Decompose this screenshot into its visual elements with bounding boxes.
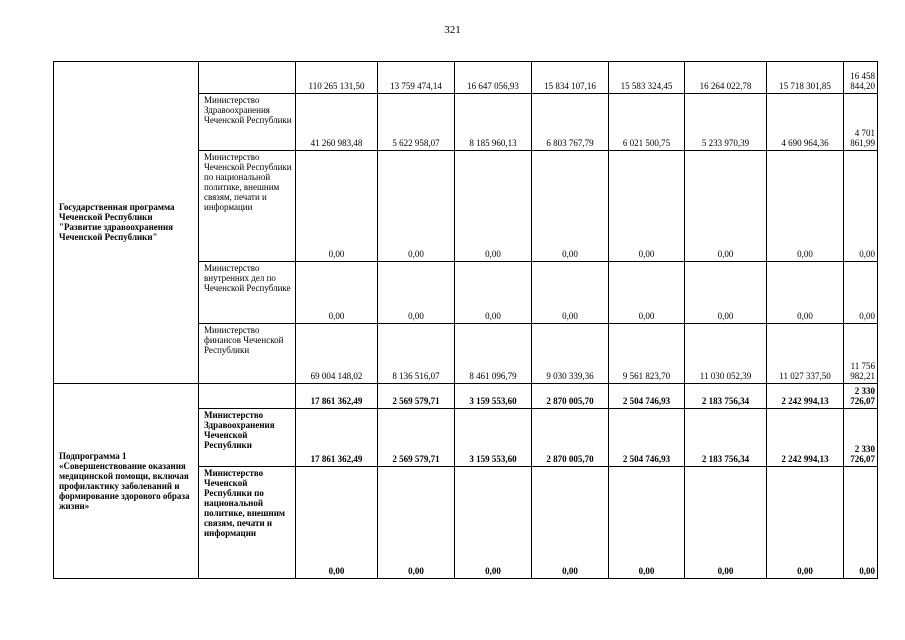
executor-cell [199, 384, 296, 409]
value-cell: 0,00 [767, 467, 844, 579]
value-cell: 17 861 362,49 [296, 409, 378, 467]
value-cell: 2 870 005,70 [532, 384, 609, 409]
value-cell: 0,00 [455, 262, 532, 324]
value-cell: 0,00 [685, 467, 767, 579]
executor-cell: Министерство Здравоохранения Чеченской Республики [199, 409, 296, 467]
value-cell: 2 569 579,71 [378, 409, 455, 467]
value-cell: 0,00 [844, 467, 878, 579]
value-cell: 0,00 [296, 467, 378, 579]
value-cell: 6 803 767,79 [532, 94, 609, 151]
value-cell: 2 504 746,93 [609, 384, 685, 409]
value-cell: 11 030 052,39 [685, 324, 767, 384]
value-cell: 0,00 [455, 467, 532, 579]
value-cell: 0,00 [685, 151, 767, 262]
value-cell: 2 183 756,34 [685, 384, 767, 409]
value-cell: 0,00 [844, 151, 878, 262]
value-cell: 2 870 005,70 [532, 409, 609, 467]
value-cell: 0,00 [378, 467, 455, 579]
value-cell: 11 027 337,50 [767, 324, 844, 384]
value-cell: 11 756 982,21 [844, 324, 878, 384]
value-cell: 5 622 958,07 [378, 94, 455, 151]
value-cell: 2 330 726,07 [844, 384, 878, 409]
value-cell: 69 004 148,02 [296, 324, 378, 384]
value-cell: 0,00 [844, 262, 878, 324]
value-cell: 17 861 362,49 [296, 384, 378, 409]
value-cell: 8 136 516,07 [378, 324, 455, 384]
value-cell: 4 690 964,36 [767, 94, 844, 151]
page-number: 321 [444, 24, 461, 36]
value-cell: 15 718 301,85 [767, 62, 844, 94]
value-cell: 0,00 [378, 262, 455, 324]
program-name: Государственная программа Чеченской Республики "Развитие здравоохранения Чеченской Республики" [54, 62, 199, 384]
value-cell: 0,00 [609, 467, 685, 579]
value-cell: 0,00 [609, 151, 685, 262]
value-cell: 13 759 474,14 [378, 62, 455, 94]
value-cell: 0,00 [767, 151, 844, 262]
value-cell: 0,00 [296, 151, 378, 262]
value-cell: 8 185 960,13 [455, 94, 532, 151]
executor-cell [199, 62, 296, 94]
value-cell: 9 561 823,70 [609, 324, 685, 384]
value-cell: 0,00 [685, 262, 767, 324]
table-row [54, 384, 878, 409]
value-cell: 0,00 [767, 262, 844, 324]
value-cell: 16 264 022,78 [685, 62, 767, 94]
value-cell: 0,00 [532, 151, 609, 262]
value-cell: 2 504 746,93 [609, 409, 685, 467]
value-cell: 0,00 [532, 262, 609, 324]
executor-cell: Министерство Здравоохранения Чеченской Республики [199, 94, 296, 151]
executor-cell: Министерство Чеченской Республики по национальной политике, внешним связям, печати и информации [199, 151, 296, 262]
value-cell: 15 583 324,45 [609, 62, 685, 94]
value-cell: 2 569 579,71 [378, 384, 455, 409]
value-cell: 4 701 861,99 [844, 94, 878, 151]
value-cell: 2 330 726,07 [844, 409, 878, 467]
value-cell: 0,00 [455, 151, 532, 262]
value-cell: 2 183 756,34 [685, 409, 767, 467]
value-cell: 2 242 994,13 [767, 384, 844, 409]
value-cell: 16 458 844,20 [844, 62, 878, 94]
value-cell: 0,00 [532, 467, 609, 579]
value-cell: 6 021 500,75 [609, 94, 685, 151]
value-cell: 41 260 983,48 [296, 94, 378, 151]
table-row [54, 62, 878, 94]
value-cell: 9 030 339,36 [532, 324, 609, 384]
value-cell: 0,00 [609, 262, 685, 324]
executor-cell: Министерство внутренних дел по Чеченской Республике [199, 262, 296, 324]
budget-table [53, 61, 878, 579]
value-cell: 110 265 131,50 [296, 62, 378, 94]
value-cell: 5 233 970,39 [685, 94, 767, 151]
executor-cell: Министерство финансов Чеченской Республики [199, 324, 296, 384]
value-cell: 2 242 994,13 [767, 409, 844, 467]
value-cell: 3 159 553,60 [455, 409, 532, 467]
value-cell: 0,00 [378, 151, 455, 262]
executor-cell: Министерство Чеченской Республики по национальной политике, внешним связям, печати и информации [199, 467, 296, 579]
value-cell: 15 834 107,16 [532, 62, 609, 94]
subprogram-name: Подпрограмма 1 «Совершенствование оказания медицинской помощи, включая профилактику заболеваний и формирование здорового образа жизни» [54, 384, 199, 579]
value-cell: 3 159 553,60 [455, 384, 532, 409]
value-cell: 8 461 096,79 [455, 324, 532, 384]
value-cell: 0,00 [296, 262, 378, 324]
value-cell: 16 647 056,93 [455, 62, 532, 94]
